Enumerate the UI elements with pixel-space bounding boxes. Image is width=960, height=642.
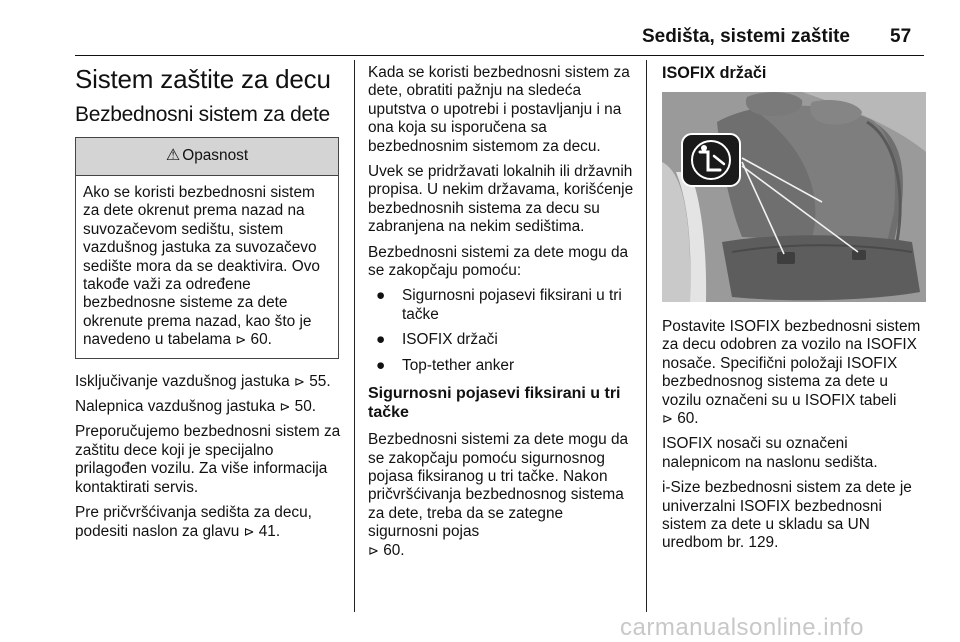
paragraph-text: Pre pričvršćivanja sedišta za decu, podesiti naslon za glavu bbox=[75, 504, 312, 540]
paragraph-text: Isključivanje vazdušnog jastuka bbox=[75, 372, 295, 390]
page-ref-link[interactable]: 50. bbox=[294, 398, 317, 416]
subsection-heading: Sigurnosni pojasevi fiksirani u tri tačke bbox=[368, 385, 621, 422]
list-item-text: ISOFIX držači bbox=[402, 331, 498, 349]
paragraph: i-Size bezbednosni sistem za dete je univerzalni ISOFIX bezbednosni sistem za dete u skladu sa UN uredbom br. 129. bbox=[662, 479, 912, 552]
bullet-icon: ● bbox=[376, 356, 386, 374]
paragraph: Uvek se pridržavati lokalnih ili državnih propisa. U nekim državama, korišćenje bezbednosnih sistema za decu su zabranjena na nekim sedištima. bbox=[368, 163, 634, 236]
paragraph: ISOFIX nosači su označeni nalepnicom na naslonu sedišta. bbox=[662, 435, 878, 471]
bullet-icon: ● bbox=[376, 331, 386, 349]
paragraph bbox=[75, 373, 345, 391]
danger-box-title: Opasnost bbox=[182, 147, 249, 165]
paragraph-text: Postavite ISOFIX bezbednosni sistem za decu odobren za vozilo na ISOFIX nosače. Specifični položaji ISOFIX bezbednosnog sistema za dete u vozilu označeni su u ISOFIX tabeli bbox=[662, 318, 921, 409]
paragraph-text: Nalepnica vazdušnog jastuka bbox=[75, 398, 280, 416]
column-divider-1 bbox=[354, 60, 355, 612]
page-ref-arrow-icon: ⊳ bbox=[294, 373, 305, 389]
list-item-text: Top-tether anker bbox=[402, 356, 515, 374]
list-item bbox=[368, 357, 636, 375]
page-ref-link[interactable]: 60. bbox=[383, 541, 405, 559]
page-ref-link[interactable]: 60. bbox=[677, 410, 699, 428]
paragraph bbox=[662, 318, 926, 428]
danger-text: Ako se koristi bezbednosni sistem za dete okrenut prema nazad na suvozačevom sedištu, sistem vazdušnog jastuka za suvozačevo sedište mora da se deaktivira. Ovo takođe važi za određene bezbednosne sisteme za dete okrenute prema nazad, kao što je navedeno u tabelama bbox=[83, 184, 320, 349]
warning-triangle-icon: ⚠ bbox=[165, 147, 181, 165]
header-rule bbox=[75, 55, 924, 56]
list-item-text: Sigurnosni pojasevi fiksirani u tri tačke bbox=[402, 287, 622, 323]
page-ref-arrow-icon: ⊳ bbox=[368, 542, 379, 558]
mount-options-list bbox=[368, 287, 636, 375]
paragraph bbox=[368, 431, 636, 560]
subsection-heading: Bezbednosni sistem za dete bbox=[75, 103, 330, 126]
page-ref-link[interactable]: 60. bbox=[250, 331, 272, 349]
danger-box-header bbox=[76, 138, 338, 176]
list-item bbox=[368, 287, 636, 324]
page-ref-arrow-icon: ⊳ bbox=[243, 523, 255, 539]
subsection-heading: ISOFIX držači bbox=[662, 64, 767, 82]
paragraph: Preporučujemo bezbednosni sistem za zaštitu dece koji je specijalno prilagođen vozilu. Za više informacija kontaktirati servis. bbox=[75, 423, 341, 496]
paragraph: Bezbednosni sistemi za dete mogu da se zakopčaju pomoću: bbox=[368, 243, 629, 280]
page-ref-arrow-icon: ⊳ bbox=[279, 399, 291, 415]
column-1 bbox=[75, 64, 345, 548]
danger-box bbox=[75, 137, 339, 359]
list-item bbox=[368, 331, 636, 349]
page-ref-arrow-icon: ⊳ bbox=[662, 411, 673, 427]
column-divider-2 bbox=[646, 60, 647, 612]
watermark: carmanualsonline.info bbox=[620, 614, 864, 641]
page-ref-arrow-icon: ⊳ bbox=[235, 332, 247, 348]
column-2 bbox=[368, 64, 636, 567]
column-3 bbox=[662, 64, 926, 560]
paragraph: Kada se koristi bezbednosni sistem za dete, obratiti pažnju na sledeća uputstva o upotrebi i postavljanju i na ona koja su isporučena sa bezbednosnim sistemom za decu. bbox=[368, 64, 630, 155]
isofix-seat-illustration bbox=[662, 92, 926, 302]
page-ref-link[interactable]: 55. bbox=[309, 372, 331, 390]
paragraph-text: Bezbednosni sistemi za dete mogu da se zakopčaju pomoću sigurnosnog pojasa fiksiranog u tri tačke. Nakon pričvršćivanja bezbednosnog sistema za dete, treba da se zategne sigurnosni pojas bbox=[368, 431, 629, 541]
page-section-title: Sedišta, sistemi zaštite bbox=[641, 26, 850, 47]
bullet-icon: ● bbox=[376, 287, 386, 305]
page-number: 57 bbox=[890, 26, 912, 47]
page-ref-link[interactable]: 41. bbox=[258, 522, 281, 540]
section-heading: Sistem zaštite za decu bbox=[75, 64, 331, 94]
danger-box-text bbox=[76, 176, 338, 358]
paragraph bbox=[75, 398, 345, 416]
paragraph bbox=[75, 504, 345, 541]
